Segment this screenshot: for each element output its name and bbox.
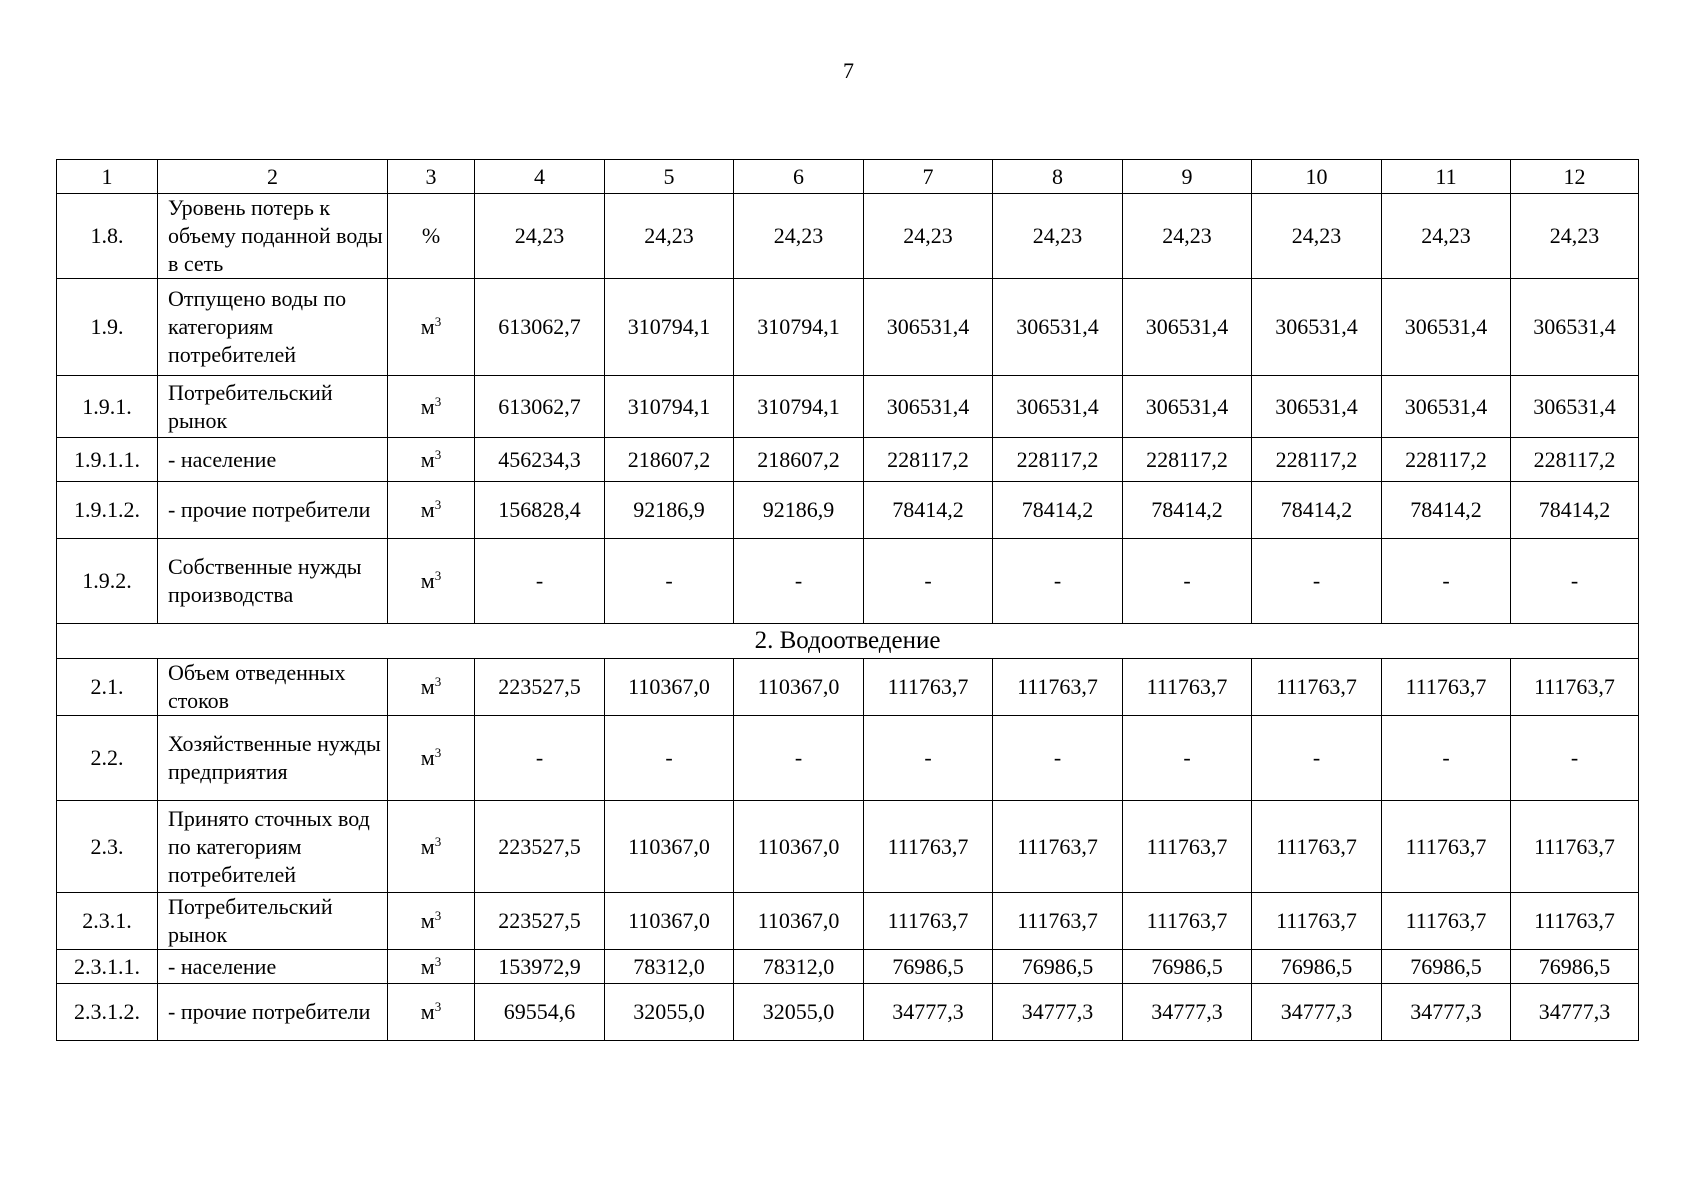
column-number: 5 <box>605 160 734 194</box>
value-cell: 24,23 <box>605 194 734 279</box>
value-cell: 111763,7 <box>1511 893 1639 950</box>
value-cell: 110367,0 <box>734 659 864 716</box>
row-name: Хозяйственные нужды предприятия <box>158 716 388 801</box>
value-cell: - <box>864 539 993 624</box>
value-cell: - <box>1252 539 1382 624</box>
unit: м <box>420 953 435 979</box>
table-row <box>57 376 1639 438</box>
table-row <box>57 984 1639 1041</box>
row-number: 2.1. <box>57 659 158 716</box>
value-cell: 613062,7 <box>475 279 605 376</box>
row-name: - население <box>158 438 388 482</box>
value-cell: 76986,5 <box>1123 950 1252 984</box>
value-cell: 306531,4 <box>1252 376 1382 438</box>
column-number: 6 <box>734 160 864 194</box>
value-cell: 153972,9 <box>475 950 605 984</box>
value-cell: 110367,0 <box>734 801 864 893</box>
unit-cell <box>388 539 475 624</box>
row-name: Принято сточных вод по категориям потребителей <box>158 801 388 893</box>
row-number: 1.9.1.2. <box>57 482 158 539</box>
unit: м <box>420 393 435 419</box>
unit-superscript: 3 <box>434 393 442 409</box>
value-cell: - <box>475 539 605 624</box>
value-cell: 24,23 <box>864 194 993 279</box>
value-cell: 92186,9 <box>734 482 864 539</box>
column-number: 9 <box>1123 160 1252 194</box>
value-cell: 111763,7 <box>864 659 993 716</box>
column-number: 12 <box>1511 160 1639 194</box>
value-cell: 228117,2 <box>1252 438 1382 482</box>
row-number: 2.2. <box>57 716 158 801</box>
unit: м <box>420 674 435 699</box>
value-cell: 111763,7 <box>993 659 1123 716</box>
value-cell: 223527,5 <box>475 659 605 716</box>
table-row <box>57 893 1639 950</box>
value-cell: - <box>993 716 1123 801</box>
value-cell: 110367,0 <box>605 893 734 950</box>
value-cell: 228117,2 <box>993 438 1123 482</box>
value-cell: 111763,7 <box>1252 801 1382 893</box>
table-row <box>57 716 1639 801</box>
page-number: 7 <box>843 58 854 83</box>
table-row <box>57 539 1639 624</box>
unit-superscript: 3 <box>434 674 442 689</box>
unit-superscript: 3 <box>434 314 442 329</box>
value-cell: 306531,4 <box>1382 279 1511 376</box>
unit-superscript: 3 <box>434 497 442 512</box>
value-cell: 228117,2 <box>864 438 993 482</box>
value-cell: - <box>475 716 605 801</box>
unit-cell <box>388 950 475 984</box>
row-number: 2.3.1.2. <box>57 984 158 1041</box>
value-cell: 78414,2 <box>864 482 993 539</box>
unit: м <box>420 446 435 472</box>
value-cell: 111763,7 <box>993 801 1123 893</box>
value-cell: 24,23 <box>1252 194 1382 279</box>
value-cell: 310794,1 <box>605 376 734 438</box>
value-cell: - <box>734 539 864 624</box>
unit: м <box>420 833 435 859</box>
unit-cell <box>388 482 475 539</box>
value-cell: 78414,2 <box>993 482 1123 539</box>
unit-cell <box>388 194 475 279</box>
unit: м <box>420 908 435 933</box>
value-cell: 110367,0 <box>605 659 734 716</box>
value-cell: 306531,4 <box>993 376 1123 438</box>
value-cell: - <box>1123 716 1252 801</box>
value-cell: 111763,7 <box>1123 659 1252 716</box>
value-cell: 111763,7 <box>1382 893 1511 950</box>
unit-cell <box>388 984 475 1041</box>
unit-cell <box>388 376 475 438</box>
column-number: 10 <box>1252 160 1382 194</box>
value-cell: 228117,2 <box>1511 438 1639 482</box>
row-name: - население <box>158 950 388 984</box>
value-cell: 111763,7 <box>1123 801 1252 893</box>
row-number: 1.9.2. <box>57 539 158 624</box>
row-name: Объем отведенных стоков <box>158 659 388 716</box>
column-number: 1 <box>57 160 158 194</box>
value-cell: 34777,3 <box>864 984 993 1041</box>
value-cell: - <box>605 716 734 801</box>
unit-superscript: 3 <box>434 953 442 969</box>
row-number: 2.3. <box>57 801 158 893</box>
value-cell: - <box>1511 716 1639 801</box>
value-cell: 24,23 <box>734 194 864 279</box>
table-row <box>57 950 1639 984</box>
value-cell: - <box>1382 716 1511 801</box>
value-cell: 24,23 <box>1123 194 1252 279</box>
data-table <box>56 159 1639 1041</box>
row-name: Потребительский рынок <box>158 376 388 438</box>
column-number-row <box>57 160 1639 194</box>
value-cell: - <box>1511 539 1639 624</box>
table-row <box>57 659 1639 716</box>
value-cell: - <box>605 539 734 624</box>
value-cell: 78312,0 <box>734 950 864 984</box>
value-cell: 34777,3 <box>1123 984 1252 1041</box>
value-cell: 310794,1 <box>605 279 734 376</box>
value-cell: 69554,6 <box>475 984 605 1041</box>
row-name: - прочие потребители <box>158 984 388 1041</box>
value-cell: 34777,3 <box>1511 984 1639 1041</box>
value-cell: - <box>1123 539 1252 624</box>
table-row <box>57 801 1639 893</box>
value-cell: 306531,4 <box>1511 279 1639 376</box>
column-number: 11 <box>1382 160 1511 194</box>
column-number: 8 <box>993 160 1123 194</box>
row-name: Отпущено воды по категориям потребителей <box>158 279 388 376</box>
value-cell: 76986,5 <box>1382 950 1511 984</box>
value-cell: 32055,0 <box>734 984 864 1041</box>
value-cell: 24,23 <box>1382 194 1511 279</box>
unit-superscript: 3 <box>434 999 442 1014</box>
value-cell: 218607,2 <box>734 438 864 482</box>
value-cell: 456234,3 <box>475 438 605 482</box>
value-cell: 24,23 <box>993 194 1123 279</box>
unit-cell <box>388 438 475 482</box>
value-cell: 111763,7 <box>1511 801 1639 893</box>
value-cell: 306531,4 <box>864 279 993 376</box>
value-cell: 306531,4 <box>1382 376 1511 438</box>
unit: м <box>420 568 435 593</box>
value-cell: 76986,5 <box>993 950 1123 984</box>
column-number: 2 <box>158 160 388 194</box>
value-cell: 228117,2 <box>1123 438 1252 482</box>
value-cell: 111763,7 <box>1252 893 1382 950</box>
value-cell: 76986,5 <box>864 950 993 984</box>
value-cell: 111763,7 <box>993 893 1123 950</box>
unit-superscript: 3 <box>434 745 442 760</box>
unit-superscript: 3 <box>434 908 442 923</box>
value-cell: 310794,1 <box>734 376 864 438</box>
unit-cell <box>388 801 475 893</box>
value-cell: 78414,2 <box>1252 482 1382 539</box>
row-number: 2.3.1. <box>57 893 158 950</box>
section-row <box>57 624 1639 659</box>
table-row <box>57 482 1639 539</box>
value-cell: 613062,7 <box>475 376 605 438</box>
row-name: - прочие потребители <box>158 482 388 539</box>
unit: м <box>420 999 435 1024</box>
value-cell: 34777,3 <box>993 984 1123 1041</box>
value-cell: 306531,4 <box>1123 279 1252 376</box>
value-cell: 76986,5 <box>1252 950 1382 984</box>
unit-superscript: 3 <box>434 446 442 462</box>
value-cell: 92186,9 <box>605 482 734 539</box>
value-cell: 24,23 <box>1511 194 1639 279</box>
value-cell: 78312,0 <box>605 950 734 984</box>
row-number: 1.9.1. <box>57 376 158 438</box>
value-cell: 110367,0 <box>605 801 734 893</box>
value-cell: 111763,7 <box>864 801 993 893</box>
value-cell: 110367,0 <box>734 893 864 950</box>
value-cell: 24,23 <box>475 194 605 279</box>
unit-cell <box>388 659 475 716</box>
value-cell: 78414,2 <box>1382 482 1511 539</box>
row-number: 1.9.1.1. <box>57 438 158 482</box>
row-number: 1.9. <box>57 279 158 376</box>
value-cell: 223527,5 <box>475 893 605 950</box>
unit: % <box>421 223 441 248</box>
row-name: Потребительский рынок <box>158 893 388 950</box>
unit-superscript: 3 <box>434 568 442 583</box>
value-cell: 111763,7 <box>1252 659 1382 716</box>
value-cell: 111763,7 <box>864 893 993 950</box>
unit: м <box>420 745 435 770</box>
column-number: 3 <box>388 160 475 194</box>
table-row <box>57 194 1639 279</box>
table-row <box>57 438 1639 482</box>
value-cell: 34777,3 <box>1252 984 1382 1041</box>
value-cell: - <box>864 716 993 801</box>
table-row <box>57 279 1639 376</box>
value-cell: 34777,3 <box>1382 984 1511 1041</box>
value-cell: 310794,1 <box>734 279 864 376</box>
column-number: 7 <box>864 160 993 194</box>
unit-cell <box>388 716 475 801</box>
section-title: 2. Водоотведение <box>57 624 1639 659</box>
value-cell: - <box>1382 539 1511 624</box>
unit-cell <box>388 279 475 376</box>
value-cell: 32055,0 <box>605 984 734 1041</box>
value-cell: 223527,5 <box>475 801 605 893</box>
value-cell: 156828,4 <box>475 482 605 539</box>
row-name: Собственные нужды производства <box>158 539 388 624</box>
value-cell: - <box>1252 716 1382 801</box>
unit-cell <box>388 893 475 950</box>
value-cell: 111763,7 <box>1123 893 1252 950</box>
value-cell: 76986,5 <box>1511 950 1639 984</box>
value-cell: 306531,4 <box>1123 376 1252 438</box>
value-cell: - <box>734 716 864 801</box>
value-cell: 78414,2 <box>1123 482 1252 539</box>
row-number: 2.3.1.1. <box>57 950 158 984</box>
value-cell: 306531,4 <box>1511 376 1639 438</box>
column-number: 4 <box>475 160 605 194</box>
row-number: 1.8. <box>57 194 158 279</box>
value-cell: 111763,7 <box>1382 801 1511 893</box>
value-cell: 111763,7 <box>1511 659 1639 716</box>
value-cell: 306531,4 <box>993 279 1123 376</box>
row-name: Уровень потерь к объему поданной воды в сеть <box>158 194 388 279</box>
value-cell: 306531,4 <box>864 376 993 438</box>
value-cell: 111763,7 <box>1382 659 1511 716</box>
value-cell: 306531,4 <box>1252 279 1382 376</box>
unit-superscript: 3 <box>434 833 442 849</box>
unit: м <box>420 314 435 339</box>
unit: м <box>420 497 435 522</box>
value-cell: - <box>993 539 1123 624</box>
value-cell: 218607,2 <box>605 438 734 482</box>
value-cell: 78414,2 <box>1511 482 1639 539</box>
value-cell: 228117,2 <box>1382 438 1511 482</box>
